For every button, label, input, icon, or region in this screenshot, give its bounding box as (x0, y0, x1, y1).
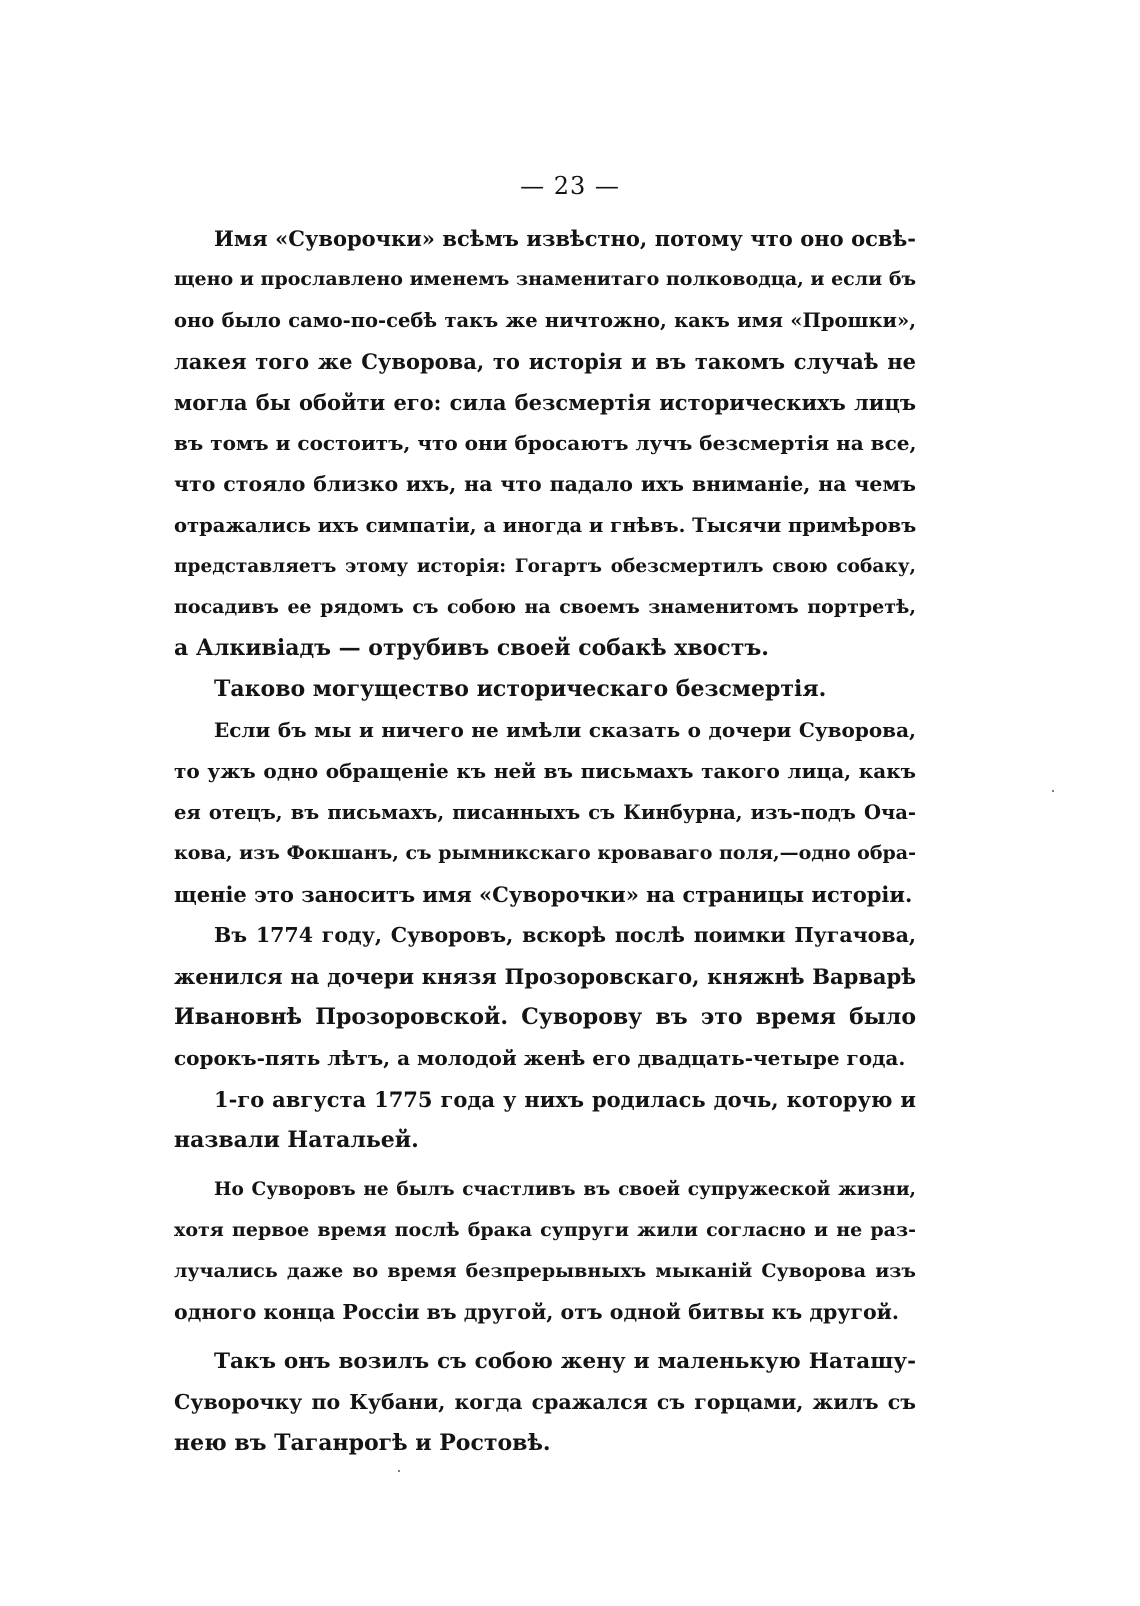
paper-speck (398, 1470, 400, 1472)
paragraph (174, 1341, 916, 1464)
text-line: посадивъ ее рядомъ съ собою на своемъ знаменитомъ портретѣ, (174, 596, 916, 618)
text-line: сорокъ-пять лѣтъ, а молодой женѣ его двадцать-четыре года. (174, 1046, 906, 1070)
text-line: то ужъ одно обращеніе къ ней въ письмахъ такого лица, какъ (174, 759, 916, 783)
text-line: Суворочку по Кубани, когда сражался съ горцами, жилъ съ (174, 1390, 916, 1414)
paragraph-gap (174, 1161, 916, 1169)
text-line: Если бъ мы и ничего не имѣли сказать о дочери Суворова, (214, 718, 916, 742)
text-line: отражались ихъ симпатіи, а иногда и гнѣвъ. Тысячи примѣровъ (174, 514, 916, 537)
text-line: одного конца Россіи въ другой, отъ одной битвы къ другой. (174, 1300, 900, 1324)
text-line: Такъ онъ возилъ съ собою жену и маленькую Наташу- (214, 1349, 916, 1374)
text-line: Таково могущество историческаго безсмертія. (214, 676, 827, 702)
paragraph (174, 669, 916, 710)
text-line: лакея того же Суворова, то исторія и въ такомъ случаѣ не (174, 349, 916, 374)
paragraph (174, 1079, 916, 1161)
text-line: Имя «Суворочки» всѣмъ извѣстно, потому что оно освѣ- (214, 226, 916, 251)
paper-speck (1052, 790, 1054, 792)
text-line: нею въ Таганрогѣ и Ростовѣ. (174, 1430, 551, 1456)
text-line: 1-го августа 1775 года у нихъ родилась дочь, которую и (214, 1087, 916, 1112)
text-line: щено и прославлено именемъ знаменитаго полководца, и если бъ (174, 268, 916, 290)
text-line: Ивановнѣ Прозоровской. Суворову въ это время было (174, 1004, 916, 1030)
text-line: щеніе это заноситъ имя «Суворочки» на страницы исторіи. (174, 882, 913, 907)
text-line: лучались даже во время безпрерывныхъ мыканій Суворова изъ (174, 1260, 916, 1282)
paragraph (174, 915, 916, 1079)
paragraph (174, 1169, 916, 1333)
text-line: Но Суворовъ не былъ счастливъ въ своей супружеской жизни, (214, 1179, 916, 1200)
page-number: — 23 — (520, 172, 620, 200)
text-line: женился на дочери князя Прозоровскаго, княжнѣ Варварѣ (174, 964, 916, 989)
paragraph-gap (174, 1333, 916, 1341)
text-line: въ томъ и состоитъ, что они бросаютъ лучъ безсмертія на все, (174, 431, 916, 455)
text-line: представляетъ этому исторія: Гогартъ обезсмертилъ свою собаку, (174, 556, 916, 577)
text-line: хотя первое время послѣ брака супруги жили согласно и не раз- (174, 1219, 916, 1241)
text-line: назвали Натальей. (174, 1127, 419, 1153)
paragraph (174, 218, 916, 669)
paragraph (174, 710, 916, 915)
text-line: ея отецъ, въ письмахъ, писанныхъ съ Кинбурна, изъ-подъ Оча- (174, 801, 916, 824)
text-line: что стояло близко ихъ, на что падало ихъ вниманіе, на чемъ (174, 472, 916, 496)
text-line: могла бы обойти его: сила безсмертія историческихъ лицъ (174, 390, 916, 415)
text-line: оно было само-по-себѣ такъ же ничтожно, какъ имя «Прошки», (174, 309, 916, 332)
text-line: Въ 1774 году, Суворовъ, вскорѣ послѣ поимки Пугачова, (214, 923, 916, 947)
body-text (174, 218, 916, 1464)
text-line: а Алкивіадъ — отрубивъ своей собакѣ хвостъ. (174, 635, 769, 661)
text-line: кова, изъ Фокшанъ, съ рымникскаго кроваваго поля,—одно обра- (174, 842, 916, 864)
